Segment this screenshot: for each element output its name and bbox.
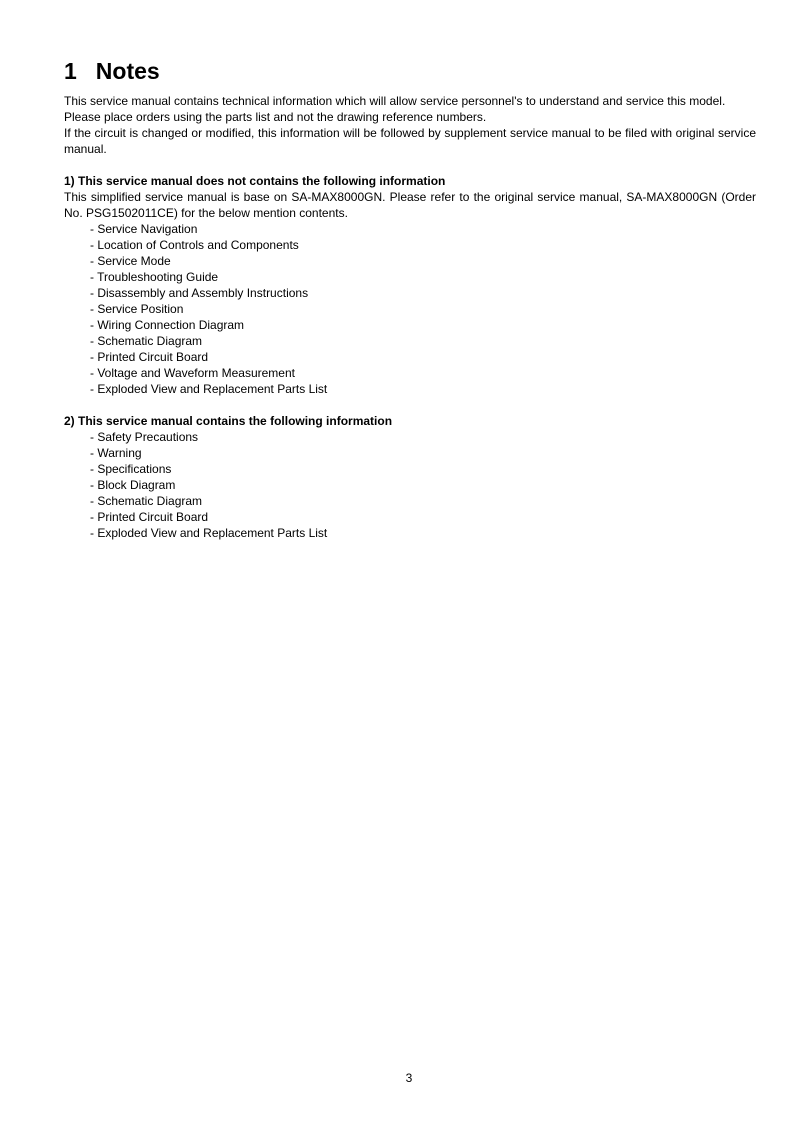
part2-heading: 2) This service manual contains the following information bbox=[64, 414, 393, 428]
list-item: - Schematic Diagram bbox=[90, 494, 203, 508]
part2-list bbox=[64, 429, 756, 541]
part1-description: This simplified service manual is base on SA-MAX8000GN. Please refer to the original service manual, SA-MAX8000GN (Order No. PSG1502011CE) for the below mention contents. bbox=[64, 190, 756, 220]
list-item: - Location of Controls and Components bbox=[90, 238, 299, 252]
part1-list bbox=[64, 221, 756, 397]
list-item: - Troubleshooting Guide bbox=[90, 270, 219, 284]
list-item: - Disassembly and Assembly Instructions bbox=[90, 286, 309, 300]
section-number: 1 bbox=[64, 58, 77, 84]
list-item: - Service Navigation bbox=[90, 222, 198, 236]
section-title: Notes bbox=[95, 58, 160, 84]
intro-paragraph-2: Please place orders using the parts list and not the drawing reference numbers. bbox=[64, 110, 487, 124]
list-item: - Exploded View and Replacement Parts List bbox=[90, 382, 328, 396]
list-item: - Printed Circuit Board bbox=[90, 350, 209, 364]
list-item: - Warning bbox=[90, 446, 142, 460]
list-item: - Exploded View and Replacement Parts List bbox=[90, 526, 328, 540]
list-item: - Service Mode bbox=[90, 254, 171, 268]
document-page bbox=[64, 56, 756, 541]
list-item: - Service Position bbox=[90, 302, 184, 316]
list-item: - Block Diagram bbox=[90, 478, 176, 492]
part1-heading: 1) This service manual does not contains the following information bbox=[64, 174, 446, 188]
section-heading bbox=[64, 56, 756, 86]
intro-paragraph-1: This service manual contains technical information which will allow service personnel's to understand and service this model. bbox=[64, 94, 726, 108]
page-number: 3 bbox=[405, 1071, 413, 1085]
intro-paragraph-3: If the circuit is changed or modified, this information will be followed by supplement service manual to be filed with original service manual. bbox=[64, 126, 756, 156]
list-item: - Printed Circuit Board bbox=[90, 510, 209, 524]
list-item: - Specifications bbox=[90, 462, 172, 476]
list-item: - Wiring Connection Diagram bbox=[90, 318, 245, 332]
list-item: - Safety Precautions bbox=[90, 430, 199, 444]
list-item: - Schematic Diagram bbox=[90, 334, 203, 348]
list-item: - Voltage and Waveform Measurement bbox=[90, 366, 295, 380]
